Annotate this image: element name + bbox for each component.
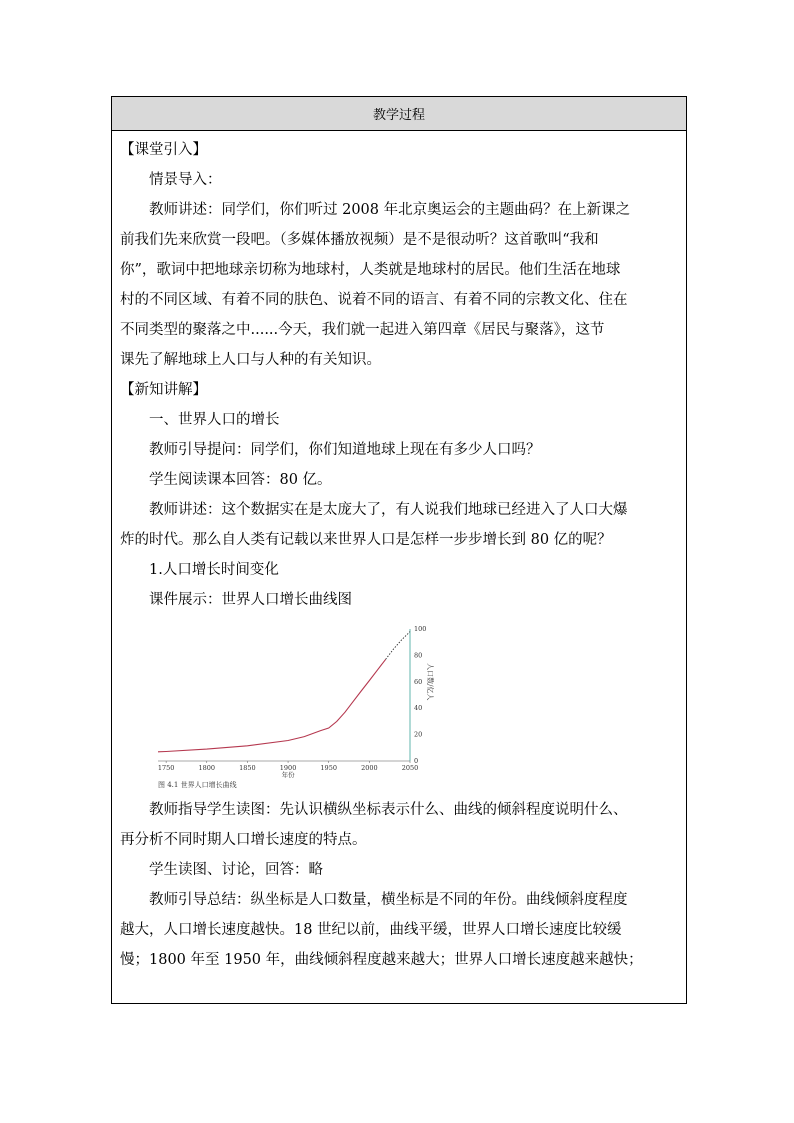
x-tick-label: 1900 — [279, 764, 297, 772]
y-tick-label: 0 — [414, 757, 419, 765]
population-curve-projection — [386, 632, 410, 660]
paragraph-line: 学生读图、讨论，回答：略 — [149, 862, 323, 878]
y-tick-label: 100 — [414, 625, 427, 633]
x-tick-label: 1750 — [157, 764, 175, 772]
paragraph-line: 教师讲述：同学们，你们听过 2008 年北京奥运会的主题曲码？在上新课之 — [149, 202, 631, 218]
x-tick-label: 2050 — [401, 764, 419, 772]
paragraph-line: 越大，人口增长速度越快。18 世纪以前，曲线平缓，世界人口增长速度比较缓 — [120, 922, 622, 938]
population-growth-chart — [118, 615, 434, 795]
paragraph-line: 你”，歌词中把地球亲切称为地球村，人类就是地球村的居民。他们生活在地球 — [120, 262, 621, 278]
table-header-title: 教学过程 — [372, 108, 425, 123]
x-tick-label: 1850 — [239, 764, 256, 772]
paragraph-line: 课件展示：世界人口增长曲线图 — [149, 592, 352, 608]
paragraph-line: 学生阅读课本回答：80 亿。 — [149, 472, 332, 488]
paragraph-line: 慢；1800 年至 1950 年，曲线倾斜程度越来越大；世界人口增长速度越来越快； — [120, 952, 643, 968]
x-axis-label: 年份 — [281, 771, 295, 779]
x-tick-label: 2000 — [361, 764, 378, 772]
teaching-process-table — [111, 96, 687, 1004]
paragraph-line: 课先了解地球上人口与人种的有关知识。 — [120, 352, 381, 368]
paragraph-line: 再分析不同时期人口增长速度的特点。 — [120, 832, 367, 848]
population-curve — [158, 659, 386, 751]
paragraph-line: 教师引导提问：同学们，你们知道地球上现在有多少人口吗？ — [149, 442, 541, 458]
y-tick-label: 60 — [414, 677, 423, 686]
y-axis-label: 人口数/亿人 — [426, 663, 434, 701]
paragraph-situation-intro: 情景导入： — [149, 172, 222, 188]
y-tick-label: 20 — [414, 730, 423, 739]
paragraph-line: 不同类型的聚落之中......今天，我们就一起进入第四章《居民与聚落》，这节 — [120, 322, 605, 338]
table-content — [112, 131, 686, 975]
paragraph-line: 炸的时代。那么自人类有记载以来世界人口是怎样一步步增长到 80 亿的呢？ — [120, 532, 612, 548]
chart-caption: 图 4.1 世界人口增长曲线 — [158, 781, 237, 789]
table-header — [112, 97, 686, 131]
x-tick-label: 1950 — [320, 764, 337, 772]
paragraph-line: 前我们先来欣赏一段吧。（多媒体播放视频）是不是很动听？这首歌叫“我和 — [120, 232, 599, 248]
paragraph-line: 教师讲述：这个数据实在是太庞大了，有人说我们地球已经进入了人口大爆 — [149, 502, 628, 518]
y-tick-label: 80 — [414, 651, 423, 660]
subheading-population-growth: 一、世界人口的增长 — [149, 412, 280, 428]
x-tick-label: 1800 — [198, 764, 216, 772]
section-title-new: 【新知讲解】 — [120, 382, 207, 398]
y-tick-label: 40 — [414, 704, 423, 713]
paragraph-line: 教师指导学生读图：先认识横纵坐标表示什么、曲线的倾斜程度说明什么、 — [149, 802, 628, 818]
subheading-time-change: 1.人口增长时间变化 — [149, 562, 279, 578]
population-chart-figure — [118, 615, 678, 795]
section-title-intro: 【课堂引入】 — [120, 142, 207, 158]
paragraph-line: 教师引导总结：纵坐标是人口数量，横坐标是不同的年份。曲线倾斜度程度 — [149, 892, 628, 908]
paragraph-line: 村的不同区域、有着不同的肤色、说着不同的语言、有着不同的宗教文化、住在 — [120, 292, 628, 308]
